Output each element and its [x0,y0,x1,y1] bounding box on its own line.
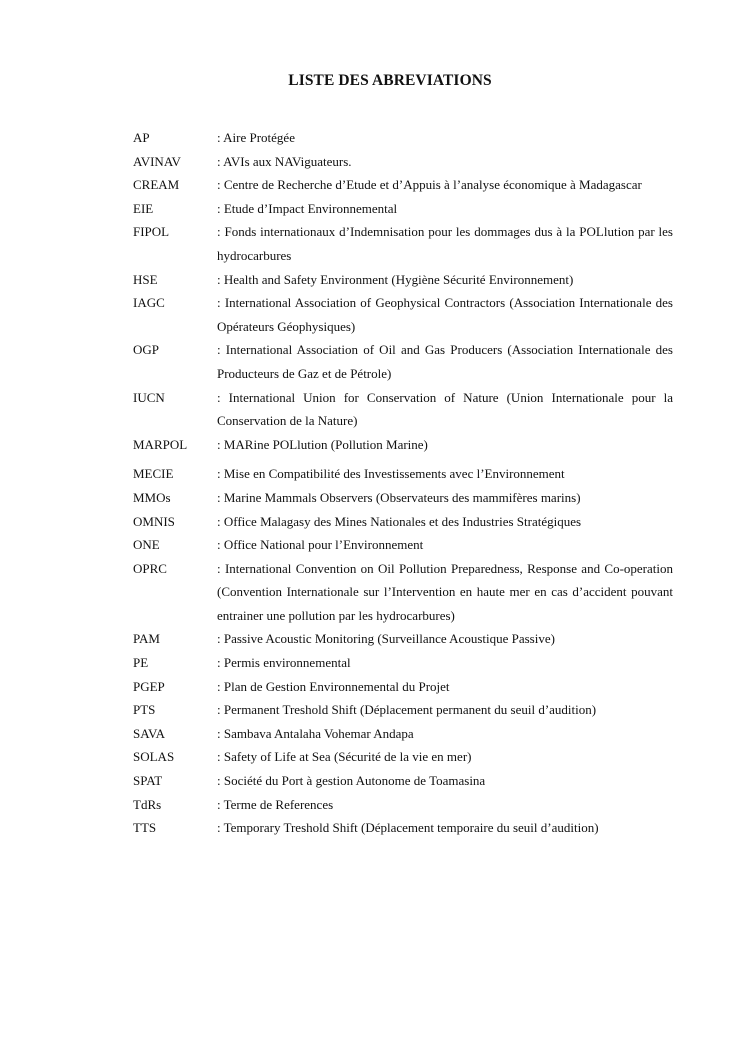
definition: : International Association of Oil and Gas Producers (Association Internationale des Producteurs de Gaz et de Pétrole) [217,342,673,381]
definition: : MARine POLlution (Pollution Marine) [217,436,428,452]
definition: : Aire Protégée [217,130,295,145]
list-item [133,150,673,174]
definition: : Plan de Gestion Environnemental du Projet [217,678,450,694]
list-item [133,816,673,840]
definition: : International Union for Conservation of Nature (Union Internationale pour la Conservation de la Nature) [217,389,673,429]
definition: : Permis environnemental [217,655,351,671]
abbreviation: PTS [133,702,156,718]
list-item [133,433,673,457]
abbreviation: MMOs [133,489,171,505]
abbreviation: PE [133,655,149,671]
list-item [133,793,673,817]
abbreviation: AVINAV [133,153,181,169]
definition: : Safety of Life at Sea (Sécurité de la vie en mer) [217,749,472,765]
abbreviation: CREAM [133,177,180,193]
definition: : Permanent Treshold Shift (Déplacement permanent du seuil d’audition) [217,702,597,718]
definition: : AVIs aux NAViguateurs. [217,153,352,169]
abbreviation: SAVA [133,725,166,741]
abbreviation: HSE [133,271,158,287]
abbreviation: AP [133,130,150,145]
abbreviation: PAM [133,631,160,647]
definition: : Office National pour l’Environnement [217,537,424,553]
definition: : Terme de References [217,796,334,812]
definition: : International Association of Geophysical Contractors (Association Internationale des Opérateurs Géophysiques) [217,295,673,334]
abbreviation: OPRC [133,560,167,576]
abbreviation: MARPOL [133,436,188,452]
definition: : Office Malagasy des Mines Nationales et des Industries Stratégiques [217,513,582,529]
abbreviation: PGEP [133,678,165,694]
list-item [133,675,673,699]
definition: : International Convention on Oil Pollution Preparedness, Response and Co-operation (Convention Internationale sur l’Intervention en haute mer en cas d’accident pouvant entrainer une pollution par les hydrocarbures) [217,560,673,623]
list-item [133,220,673,267]
abbreviation: IUCN [133,389,165,405]
list-item [133,462,673,486]
list-item [133,486,673,510]
list-item [133,291,673,338]
abbreviation: EIE [133,200,154,216]
abbreviation-list [133,126,673,840]
definition: : Etude d’Impact Environnemental [217,200,398,216]
abbreviation: OGP [133,342,160,358]
list-item [133,197,673,221]
definition: : Sambava Antalaha Vohemar Andapa [217,725,414,741]
list-item [133,386,673,433]
definition: : Société du Port à gestion Autonome de Toamasina [217,773,486,789]
abbreviation: OMNIS [133,513,175,529]
abbreviation: TdRs [133,796,162,812]
definition: : Mise en Compatibilité des Investissements avec l’Environnement [217,466,565,482]
list-item [133,745,673,769]
list-item [133,173,673,197]
definition: : Fonds internationaux d’Indemnisation pour les dommages dus à la POLlution par les hydrocarbures [217,224,673,263]
list-item [133,722,673,746]
list-item [133,268,673,292]
abbreviation: IAGC [133,295,165,311]
definition: : Passive Acoustic Monitoring (Surveillance Acoustique Passive) [217,631,555,647]
abbreviation: SPAT [133,773,163,789]
abbreviation: TTS [133,820,157,836]
list-item [133,769,673,793]
list-item [133,533,673,557]
list-item [133,698,673,722]
abbreviation: ONE [133,537,160,553]
page-title: LISTE DES ABREVIATIONS [288,72,492,89]
definition: : Centre de Recherche d’Etude et d’Appuis à l’analyse économique à Madagascar [217,177,642,193]
abbreviation: SOLAS [133,749,175,765]
list-item [133,651,673,675]
abbreviation: MECIE [133,466,174,482]
abbreviation: FIPOL [133,224,170,240]
list-item [133,557,673,628]
definition: : Temporary Treshold Shift (Déplacement temporaire du seuil d’audition) [217,820,599,836]
list-item [133,510,673,534]
definition: : Health and Safety Environment (Hygiène Sécurité Environnement) [217,271,574,287]
list-item [133,627,673,651]
list-item [133,338,673,385]
list-item [133,126,673,150]
definition: : Marine Mammals Observers (Observateurs des mammifères marins) [217,489,581,505]
